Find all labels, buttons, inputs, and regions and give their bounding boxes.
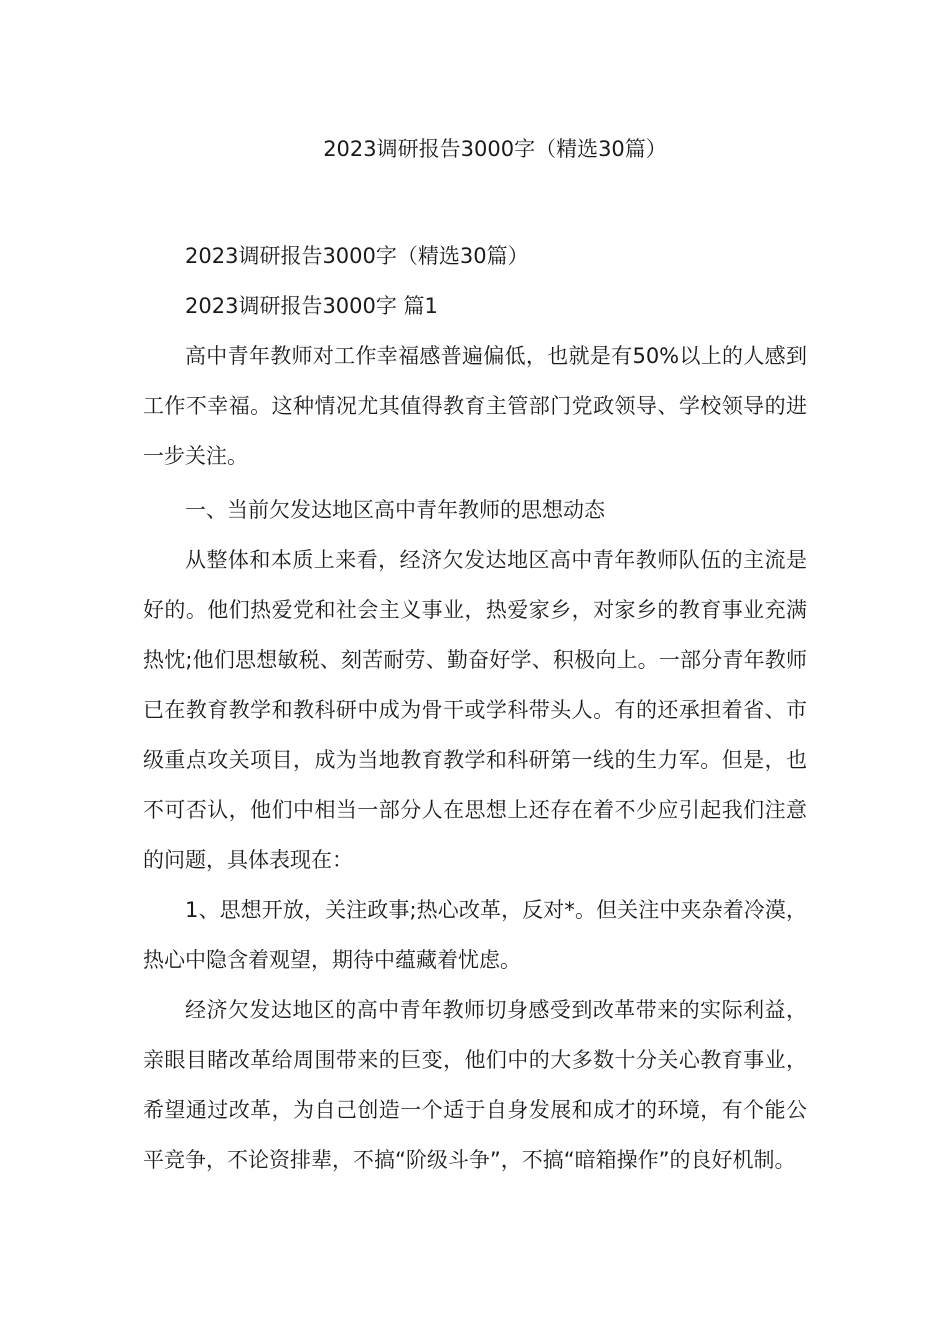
section-heading-article-1: 2023调研报告3000字 篇1 (185, 294, 438, 318)
body-paragraph-point-1: 1、思想开放，关注政事;热心改革，反对*。但关注中夹杂着冷漠，热心中隐含着观望，期待中蕴藏着忧虑。 (143, 898, 807, 972)
body-paragraph-overview: 从整体和本质上来看，经济欠发达地区高中青年教师队伍的主流是好的。他们热爱党和社会主义事业，热爱家乡，对家乡的教育事业充满热忱;他们思想敏税、刻苦耐劳、勤奋好学、积极向上。一部分青年教师已在教育教学和教科研中成为骨干或学科带头人。有的还承担着省、市级重点攻关项目，成为当地教育教学和科研第一线的生力军。但是，也不可否认，他们中相当一部分人在思想上还存在着不少应引起我们注意的问题，具体表现在： (143, 548, 807, 872)
document-title: 2023调研报告3000字（精选30篇） (323, 137, 667, 161)
body-paragraph-intro: 高中青年教师对工作幸福感普遍偏低，也就是有50%以上的人感到工作不幸福。这种情况尤其值得教育主管部门党政领导、学校领导的进一步关注。 (143, 344, 807, 468)
body-paragraph-reform: 经济欠发达地区的高中青年教师切身感受到改革带来的实际利益，亲眼目睹改革给周围带来的巨变，他们中的大多数十分关心教育事业，希望通过改革，为自己创造一个适于自身发展和成才的环境，有个能公平竞争，不论资排辈，不搞“阶级斗争”，不搞“暗箱操作”的良好机制。 (143, 998, 807, 1172)
subtitle-paragraph: 2023调研报告3000字（精选30篇） (185, 244, 529, 268)
section-heading-thoughts: 一、当前欠发达地区高中青年教师的思想动态 (185, 498, 605, 522)
document-body (143, 231, 807, 1185)
